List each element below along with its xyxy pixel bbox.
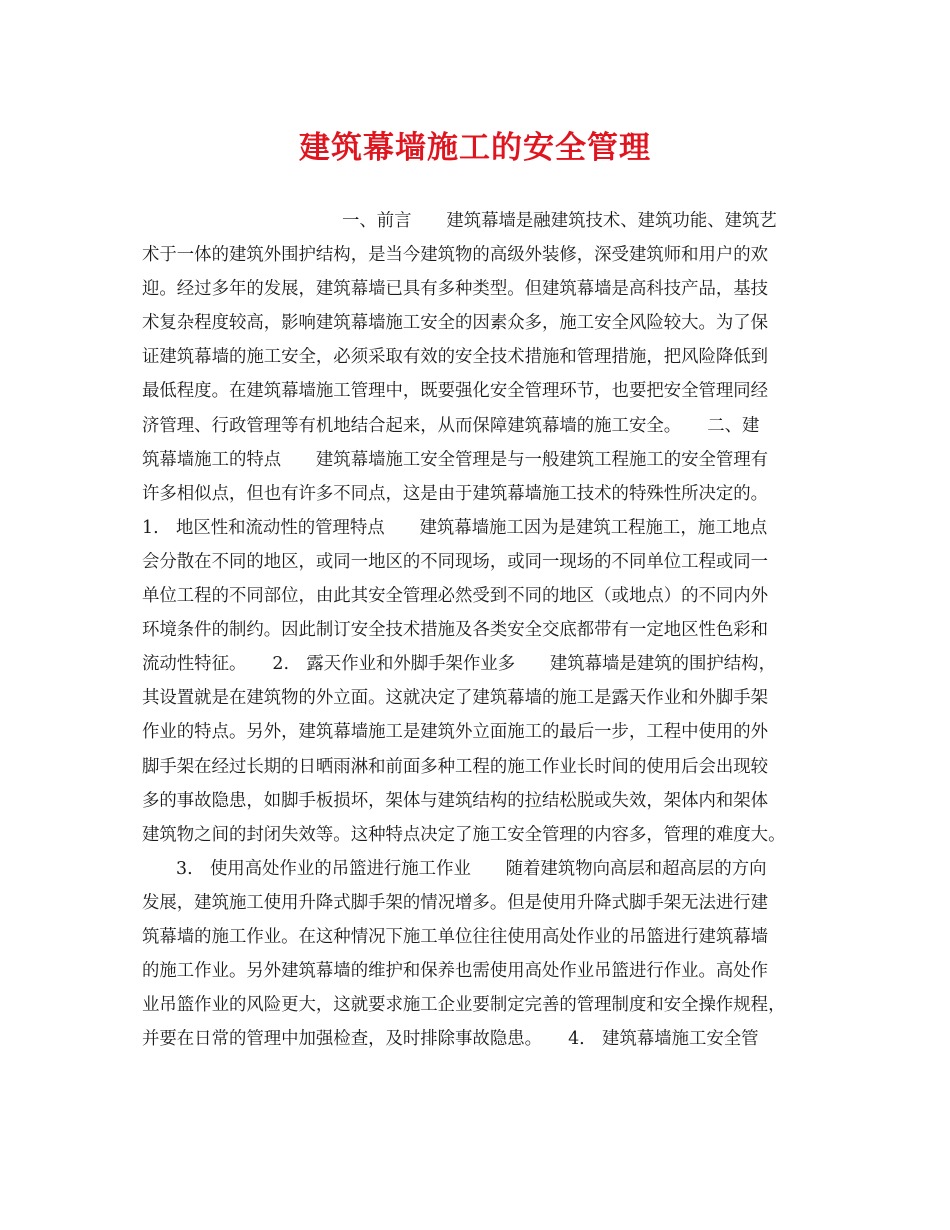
- body-line: 许多相似点，但也有许多不同点，这是由于建筑幕墙施工技术的特殊性所决定的。: [142, 483, 769, 504]
- body-line: 单位工程的不同部位，由此其安全管理必然受到不同的地区（或地点）的不同内外: [142, 586, 769, 607]
- body-line: 作业的特点。另外，建筑幕墙施工是建筑外立面施工的最后一步，工程中使用的外: [142, 722, 769, 743]
- body-line: 环境条件的制约。因此制订安全技术措施及各类安全交底都带有一定地区性色彩和: [142, 620, 769, 641]
- document-body: [142, 204, 832, 1056]
- body-line: 3. 使用高处作业的吊篮进行施工作业 随着建筑物向高层和超高层的方向: [176, 858, 767, 879]
- body-line: 济管理、行政管理等有机地结合起来，从而保障建筑幕墙的施工安全。 二、建: [142, 415, 760, 436]
- document-title: 建筑幕墙施工的安全管理: [299, 130, 651, 166]
- body-line: 证建筑幕墙的施工安全，必须采取有效的安全技术措施和管理措施，把风险降低到: [142, 347, 769, 368]
- body-line: 最低程度。在建筑幕墙施工管理中，既要强化安全管理环节，也要把安全管理同经: [142, 381, 769, 402]
- body-line: 发展，建筑施工使用升降式脚手架的情况增多。但是使用升降式脚手架无法进行建: [142, 892, 769, 913]
- body-line: 1. 地区性和流动性的管理特点 建筑幕墙施工因为是建筑工程施工，施工地点: [142, 517, 768, 538]
- body-line: 脚手架在经过长期的日晒雨淋和前面多种工程的施工作业长时间的使用后会出现较: [142, 756, 769, 777]
- body-line: 建筑物之间的封闭失效等。这种特点决定了施工安全管理的内容多，管理的难度大。: [142, 824, 786, 845]
- body-line: 业吊篮作业的风险更大，这就要求施工企业要制定完善的管理制度和安全操作规程，: [142, 995, 786, 1016]
- body-line: 术复杂程度较高，影响建筑幕墙施工安全的因素众多，施工安全风险较大。为了保: [142, 313, 769, 334]
- body-line: 并要在日常的管理中加强检查，及时排除事故隐患。 4. 建筑幕墙施工安全管: [142, 1029, 759, 1050]
- body-line: 一、前言 建筑幕墙是融建筑技术、建筑功能、建筑艺: [342, 211, 777, 231]
- body-line: 流动性特征。 2. 露天作业和外脚手架作业多 建筑幕墙是建筑的围护结构，: [142, 654, 776, 675]
- body-line: 会分散在不同的地区，或同一地区的不同现场，或同一现场的不同单位工程或同一: [142, 551, 769, 572]
- body-line: 筑幕墙施工的特点 建筑幕墙施工安全管理是与一般建筑工程施工的安全管理有: [142, 449, 769, 470]
- body-line: 筑幕墙的施工作业。在这种情况下施工单位往往使用高处作业的吊篮进行建筑幕墙: [142, 926, 769, 947]
- body-line: 迎。经过多年的发展，建筑幕墙已具有多种类型。但建筑幕墙是高科技产品，基技: [142, 279, 769, 300]
- body-line: 术于一体的建筑外围护结构，是当今建筑物的高级外装修，深受建筑师和用户的欢: [142, 245, 769, 266]
- body-line: 多的事故隐患，如脚手板损坏，架体与建筑结构的拉结松脱或失效，架体内和架体: [142, 790, 769, 811]
- body-line: 的施工作业。另外建筑幕墙的维护和保养也需使用高处作业吊篮进行作业。高处作: [142, 961, 769, 982]
- body-line: 其设置就是在建筑物的外立面。这就决定了建筑幕墙的施工是露天作业和外脚手架: [142, 688, 769, 709]
